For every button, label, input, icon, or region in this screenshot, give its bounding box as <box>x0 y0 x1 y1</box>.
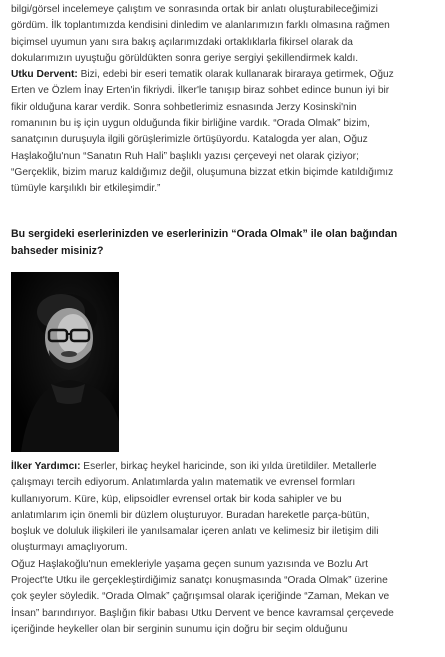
portrait-photo <box>11 272 119 452</box>
speaker-line <box>11 67 435 83</box>
speaker-text: Eserler, birkaç heykel haricinde, son iki yılda üretildiler. Metallerle <box>80 461 377 472</box>
interview-question <box>11 226 435 260</box>
text-line: Erten ve Özlem İnay Erten'in fikriydi. İlker'le tanışıp biraz sohbet edince bunun iyi bir <box>11 85 390 97</box>
text-line: gördüm. İlk toplantımızda kendisini dinledim ve alanlarımızın farklı olmasına rağmen <box>11 20 390 32</box>
text-line: İnsan” barındırıyor. Başlığın fikir babası Utku Dervent ve bence kavramsal çerçevede <box>11 607 394 619</box>
question-line: Bu sergideki eserlerinizden ve eserlerinizin “Orada Olmak” ile olan bağından <box>11 228 398 240</box>
text-line: Project'te Utku ile gerçekleştirdiğimiz sanatçı konuşmasında “Orada Olmak” üzerine <box>11 575 388 587</box>
text-line: bilgi/görsel incelemeye çalıştım ve sonrasında ortak bir anlatı oluşturabileceğimizi <box>11 4 378 15</box>
text-line: çok şeyler söyledik. “Orada Olmak” çağrışımsal olarak içeriğinde “Zaman, Mekan ve <box>11 591 390 603</box>
text-line: dokularımızın uyuştuğu görüldükten sonra geriye sergiyi şekillendirmek kaldı. <box>11 52 359 64</box>
text-line: biçimsel uyumun yanı sıra bakış açılarımızdaki ortaklıklarla fikirsel olarak da <box>11 36 353 48</box>
text-line: Haşlakoğlu'nun “Sanatın Ruh Hali” başlıklı yazısı çerçeveyi net olarak çiziyor; <box>11 150 359 162</box>
speaker-name: Utku Dervent: <box>11 69 78 81</box>
portrait-illustration <box>11 272 119 452</box>
question-line: bahseder misiniz? <box>11 245 104 257</box>
text-line: fikir olduğuna karar verdik. Sonra sohbetlerimiz esnasında Jerzy Kosinski'nin <box>11 101 357 113</box>
text-line: oluşturmayı amaçlıyorum. <box>11 542 128 554</box>
text-line: “Gerçeklik, bizim maruz kaldığımız değil, oluşumuna bizzat etkin biçimde katıldığımız <box>11 166 394 178</box>
text-line: boşluk ve doluluk ilişkileri ile yanılsamalar içeren anlatı ve kelimesiz bir iletişim dili <box>11 526 379 538</box>
speaker-text: Bizi, edebi bir eseri tematik olarak kullanarak biraraya getirmek, Oğuz <box>77 69 394 81</box>
text-line: kullanıyorum. Küre, küp, elipsoidler evrensel ortak bir koda sahipler ve bu <box>11 493 342 505</box>
text-line: sanatçının duruşuyla ilgili görüşlerimizle örtüşüyordu. Katalogda yer alan, Oğuz <box>11 134 368 146</box>
text-line: Oğuz Haşlakoğlu'nun emekleriyle yaşama geçen sunum yazısında ve Bozlu Art <box>11 558 368 570</box>
answer-paragraph <box>11 459 435 638</box>
text-line: içeriğinde heykeller olan bir serginin sunumu için doğru bir seçim olduğunu <box>11 623 348 635</box>
text-line: çalışmayı tercih ediyorum. Anlatımlarda yalın matematik ve evrensel formları <box>11 477 356 489</box>
speaker-line <box>11 459 435 475</box>
text-line: romanının bu iş için uygun olduğunda fikir birliğine vardık. “Orada Olmak” bizim, <box>11 118 370 130</box>
text-line: anlatımlarım için önemli bir düzlem oluşturuyor. Buradan hareketle parça-bütün, <box>11 509 370 521</box>
text-line: tümüyle karşılıklı bir etkileşimdir.” <box>11 183 161 195</box>
top-paragraph <box>11 2 435 198</box>
speaker-name: İlker Yardımcı: <box>11 461 81 472</box>
